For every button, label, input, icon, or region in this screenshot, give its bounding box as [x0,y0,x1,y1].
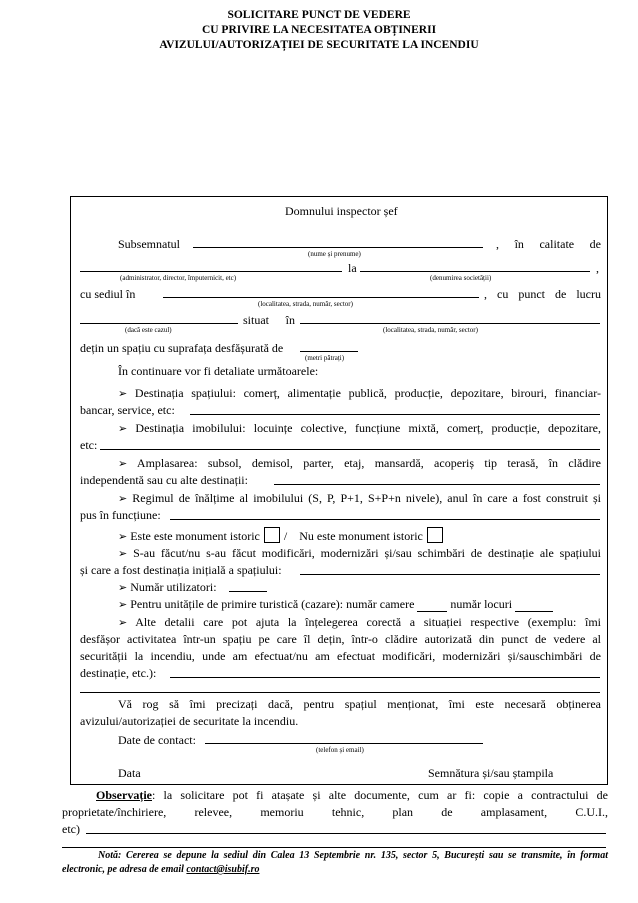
regim-text: Regimul de înălțime al imobilului (S, P, P+1, S+P+n nivele), anul în care a fost construit și [132,491,602,505]
detalii-line-2: desfășor activitatea într-un spațiu pe care îl dețin, într-o clădire autorizată din punct de vedere al [80,632,601,646]
hint-daca: (dacă este cazul) [125,326,172,334]
dest-spatiu-text-2: bancar, service, etc: [80,403,175,417]
title-line-1: SOLICITARE PUNCT DE VEDERE [227,9,411,21]
dest-imobil-text: Destinația imobilului: locuințe colective, funcțiune mixtă, comerț, producție, depozitare, [135,421,602,435]
field-punct-lucru[interactable] [300,323,600,324]
turistica-locuri-label: număr locuri [450,597,513,611]
label-detin: dețin un spațiu cu suprafața desfășurată de [80,341,284,355]
detalii-line-1 [80,614,601,632]
monument-nu-label: Nu este monument istoric [299,529,423,543]
amplasare-line-2 [80,472,601,489]
arrow-bullet-icon: ➢ [118,458,128,470]
divider-line [62,847,606,848]
arrow-bullet-icon: ➢ [118,531,128,543]
addressee: Domnului inspector șef [285,204,398,218]
monument-row [118,527,447,544]
hint-metri: (metri pătrați) [305,354,345,362]
field-amplasare[interactable] [274,484,600,485]
turistica-camere-label: Pentru unitățile de primire turistică (cazare): număr camere [130,597,415,611]
field-nume[interactable] [193,247,483,248]
dest-imobil-line-1 [80,420,601,438]
monument-nu-checkbox[interactable] [427,527,443,543]
rog-line-1: Vă rog să îmi precizați dacă, pentru spațiul menționat, îmi este necesară obținerea [118,697,601,711]
nota-text [62,849,608,877]
field-calitate[interactable] [80,271,342,272]
hint-societate: (denumirea societății) [430,274,492,282]
arrow-bullet-icon: ➢ [118,388,128,400]
field-dest-imobil[interactable] [100,449,600,450]
arrow-bullet-icon: ➢ [118,493,128,505]
detalii-text-1: Alte detalii care pot ajuta la înțelegerea corectă a situației respective (exemplu: îmi [135,615,602,629]
utilizatori-label: Număr utilizatori: [130,580,217,594]
field-suprafata[interactable] [300,351,358,352]
observatie-line-1 [62,787,608,804]
field-modificari[interactable] [300,574,600,575]
hint-sediu: (localitatea, strada, număr, sector) [258,300,353,308]
dest-imobil-line-2 [80,437,601,454]
label-la: la [348,261,357,275]
hint-nume: (nume și prenume) [308,250,361,258]
regim-line-2 [80,507,601,524]
rog-line-2: avizului/autorizației de securitate la incendiu. [80,714,299,728]
monument-da-checkbox[interactable] [264,527,280,543]
label-punct-lucru: , cu punct de lucru [484,287,601,301]
arrow-bullet-icon: ➢ [118,548,128,560]
observatie-text-1: : la solicitare pot fi atașate și alte documente, cum ar fi: copie a contractului de [152,788,608,802]
field-dest-spatiu[interactable] [190,414,600,415]
nota-email-link[interactable]: contact@isubif.ro [186,864,260,875]
arrow-bullet-icon: ➢ [118,582,128,594]
field-observatie[interactable] [86,833,606,834]
continuare-text: În continuare vor fi detaliate următoarele: [118,364,319,378]
hint-calitate: (administrator, director, împuternicit, etc) [120,274,237,282]
field-camere[interactable] [417,597,447,612]
turistica-row [118,597,553,612]
modificari-text-2: și care a fost destinația inițială a spațiului: [80,563,282,577]
dest-spatiu-line-1 [80,385,601,403]
label-semnatura: Semnătura și/sau ștampila [428,766,554,780]
field-societate[interactable] [360,271,590,272]
hint-punct: (localitatea, strada, număr, sector) [383,326,478,334]
observatie-label: Observație [96,788,152,802]
comma: , [596,261,599,275]
nota-body: Notă: Cererea se depune la sediul din Calea 13 Septembrie nr. 135, sector 5, București sau se transmite, în format electronic, pe adresa de email [62,850,608,875]
dest-spatiu-text: Destinația spațiului: comerț, alimentație publică, producție, depozitare, birouri, financiar- [134,386,601,400]
hint-telefon: (telefon și email) [316,746,364,754]
arrow-bullet-icon: ➢ [118,599,128,611]
label-sediul: cu sediul în [80,287,136,301]
label-data: Data [118,766,141,780]
modificari-line-1 [80,545,601,563]
regim-text-2: pus în funcțiune: [80,508,161,522]
dest-imobil-text-2: etc: [80,438,98,452]
dest-spatiu-line-2 [80,402,601,419]
monument-separator: / [283,529,288,543]
field-sediu[interactable] [163,297,479,298]
field-daca[interactable] [80,323,238,324]
observatie-line-3: etc) [62,822,80,836]
observatie-line-2: proprietate/închiriere, relevee, memoriu tehnic, plan de amplasament, C.U.I., [62,805,608,819]
utilizatori-row [118,580,217,595]
label-subsemnatul: Subsemnatul [118,237,180,251]
modificari-text: S-au făcut/nu s-au făcut modificări, modernizări și/sau schimbări de destinație ale spațiului [133,546,601,560]
field-utilizatori[interactable] [229,591,267,592]
field-detalii-2[interactable] [80,692,600,693]
modificari-line-2 [80,562,601,579]
label-contact: Date de contact: [118,733,196,747]
arrow-bullet-icon: ➢ [118,423,128,435]
field-locuri[interactable] [515,597,553,612]
detalii-line-3: securității la incendiu, unde am efectuat/nu am efectuat modificări, modernizări și/sauschimbări de [80,649,601,663]
field-contact[interactable] [205,743,483,744]
title-line-3: AVIZULUI/AUTORIZAȚIEI DE SECURITATE LA INCENDIU [159,39,479,51]
document-title [0,8,638,53]
label-in-calitate: , în calitate de [496,237,601,251]
amplasare-text-2: independentă sau cu alte destinații: [80,473,248,487]
label-situat: situat în [243,313,295,327]
amplasare-text: Amplasarea: subsol, demisol, parter, etaj, mansardă, acoperiș tip terasă, în clădire [136,456,601,470]
detalii-line-4: destinație, etc.): [80,666,157,680]
amplasare-line-1 [80,455,601,473]
regim-line-1 [80,490,601,508]
title-line-2: CU PRIVIRE LA NECESITATEA OBȚINERII [201,24,437,36]
field-detalii[interactable] [170,677,600,678]
field-regim[interactable] [170,519,600,520]
arrow-bullet-icon: ➢ [118,617,128,629]
monument-da-label: Este este monument istoric [130,529,260,543]
